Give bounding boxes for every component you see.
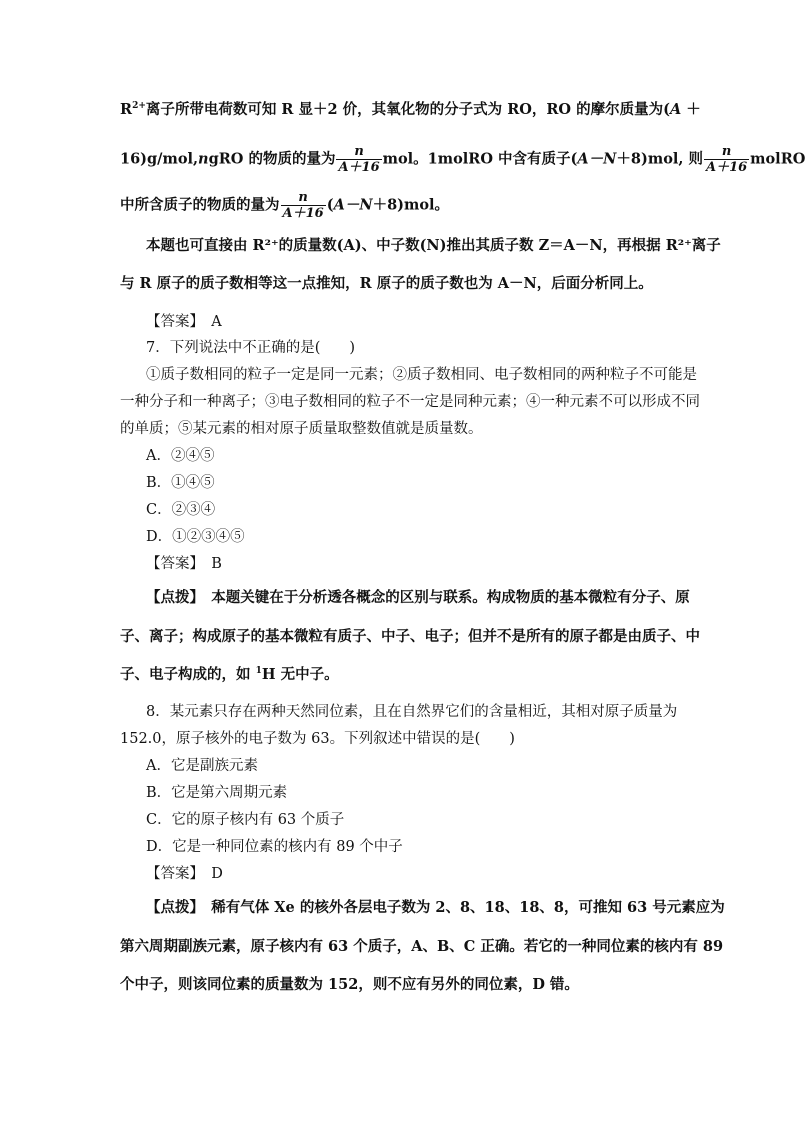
variable: A bbox=[669, 101, 682, 118]
text: 16)g/mol, bbox=[120, 150, 199, 168]
text-line-4: 本题也可直接由 R²⁺的质量数(A)、中子数(N)推出其质子数 Z＝A－N，再根据 R²⁺离子 bbox=[146, 237, 721, 254]
text-line-2 bbox=[120, 144, 805, 175]
question-text-line: ①质子数相同的粒子一定是同一元素；②质子数相同、电子数相同的两种粒子不可能是 bbox=[146, 367, 697, 383]
text: mol。1molRO 中含有质子( bbox=[382, 150, 578, 168]
fraction-denominator: A＋16 bbox=[705, 160, 748, 175]
text: 离子所带电荷数可知 R 显＋2 价，其氧化物的分子式为 RO，RO 的摩尔质量为( bbox=[145, 101, 670, 118]
text-line-5: 与 R 原子的质子数相等这一点推知，R 原子的质子数也为 A－N，后面分析同上。 bbox=[120, 275, 653, 292]
question-text-line: 152.0，原子核外的电子数为 63。下列叙述中错误的是( ) bbox=[120, 731, 515, 747]
fraction bbox=[336, 144, 381, 175]
option-b: B．它是第六周期元素 bbox=[146, 785, 288, 801]
answer-label: 【答案】 D bbox=[146, 866, 223, 882]
text: 子、电子构成的，如 bbox=[120, 666, 256, 683]
text: 中所含质子的物质的量为 bbox=[120, 196, 280, 214]
variable: n bbox=[198, 150, 209, 168]
hint-line-3 bbox=[120, 665, 682, 685]
option-d: D．①②③④⑤ bbox=[146, 529, 245, 545]
text-line-3 bbox=[120, 190, 682, 221]
question-text-line: 一种分子和一种离子；③电子数相同的粒子不一定是同种元素；④一种元素不可以形成不同 bbox=[120, 394, 700, 410]
fraction-denominator: A＋16 bbox=[338, 160, 380, 175]
text: R bbox=[120, 101, 133, 118]
hint-line-1: 【点拨】 本题关键在于分析透各概念的区别与联系。构成物质的基本微粒有分子、原 bbox=[146, 589, 690, 606]
option-c: C．②③④ bbox=[146, 502, 216, 518]
text: molRO bbox=[750, 150, 805, 168]
option-a: A．②④⑤ bbox=[146, 448, 215, 464]
question-8: 8．某元素只存在两种天然同位素，且在自然界它们的含量相近，其相对原子质量为 bbox=[146, 704, 678, 720]
hint-line-2: 第六周期副族元素，原子核内有 63 个质子，A、B、C 正确。若它的一种同位素的核内有 89 bbox=[120, 938, 724, 955]
text: H 无中子。 bbox=[261, 666, 339, 683]
fraction-numerator: n bbox=[354, 144, 364, 159]
text: ( bbox=[326, 196, 334, 214]
question-7: 7．下列说法中不正确的是( ) bbox=[146, 340, 356, 356]
hint-line-2: 子、离子；构成原子的基本微粒有质子、中子、电子；但并不是所有的原子都是由质子、中 bbox=[120, 628, 700, 645]
text: ＋ bbox=[681, 101, 701, 118]
option-c: C．它的原子核内有 63 个质子 bbox=[146, 812, 345, 828]
fraction-numerator: n bbox=[721, 144, 732, 159]
option-d: D．它是一种同位素的核内有 89 个中子 bbox=[146, 839, 403, 855]
superscript: 2+ bbox=[132, 101, 146, 112]
variable: A－N bbox=[577, 150, 617, 168]
text: ＋8)mol。 bbox=[372, 196, 450, 214]
question-text-line: 的单质；⑤某元素的相对原子质量取整数值就是质量数。 bbox=[120, 421, 483, 437]
superscript: 1 bbox=[255, 666, 262, 677]
text: ＋8)mol, 则 bbox=[616, 150, 703, 168]
option-b: B．①④⑤ bbox=[146, 475, 215, 491]
option-a: A．它是副族元素 bbox=[146, 758, 258, 774]
text-line-1 bbox=[120, 100, 701, 120]
fraction bbox=[704, 144, 749, 175]
hint-line-3: 个中子，则该同位素的质量数为 152，则不应有另外的同位素，D 错。 bbox=[120, 976, 579, 993]
hint-line-1: 【点拨】 稀有气体 Xe 的核外各层电子数为 2、8、18、18、8，可推知 63 号元素应为 bbox=[146, 899, 725, 916]
text: gRO 的物质的量为 bbox=[208, 150, 336, 168]
answer-label: 【答案】 A bbox=[146, 314, 222, 330]
fraction-denominator: A＋16 bbox=[282, 206, 324, 221]
fraction bbox=[281, 190, 326, 221]
fraction-numerator: n bbox=[298, 190, 308, 205]
variable: A－N bbox=[333, 196, 373, 214]
answer-label: 【答案】 B bbox=[146, 556, 222, 572]
